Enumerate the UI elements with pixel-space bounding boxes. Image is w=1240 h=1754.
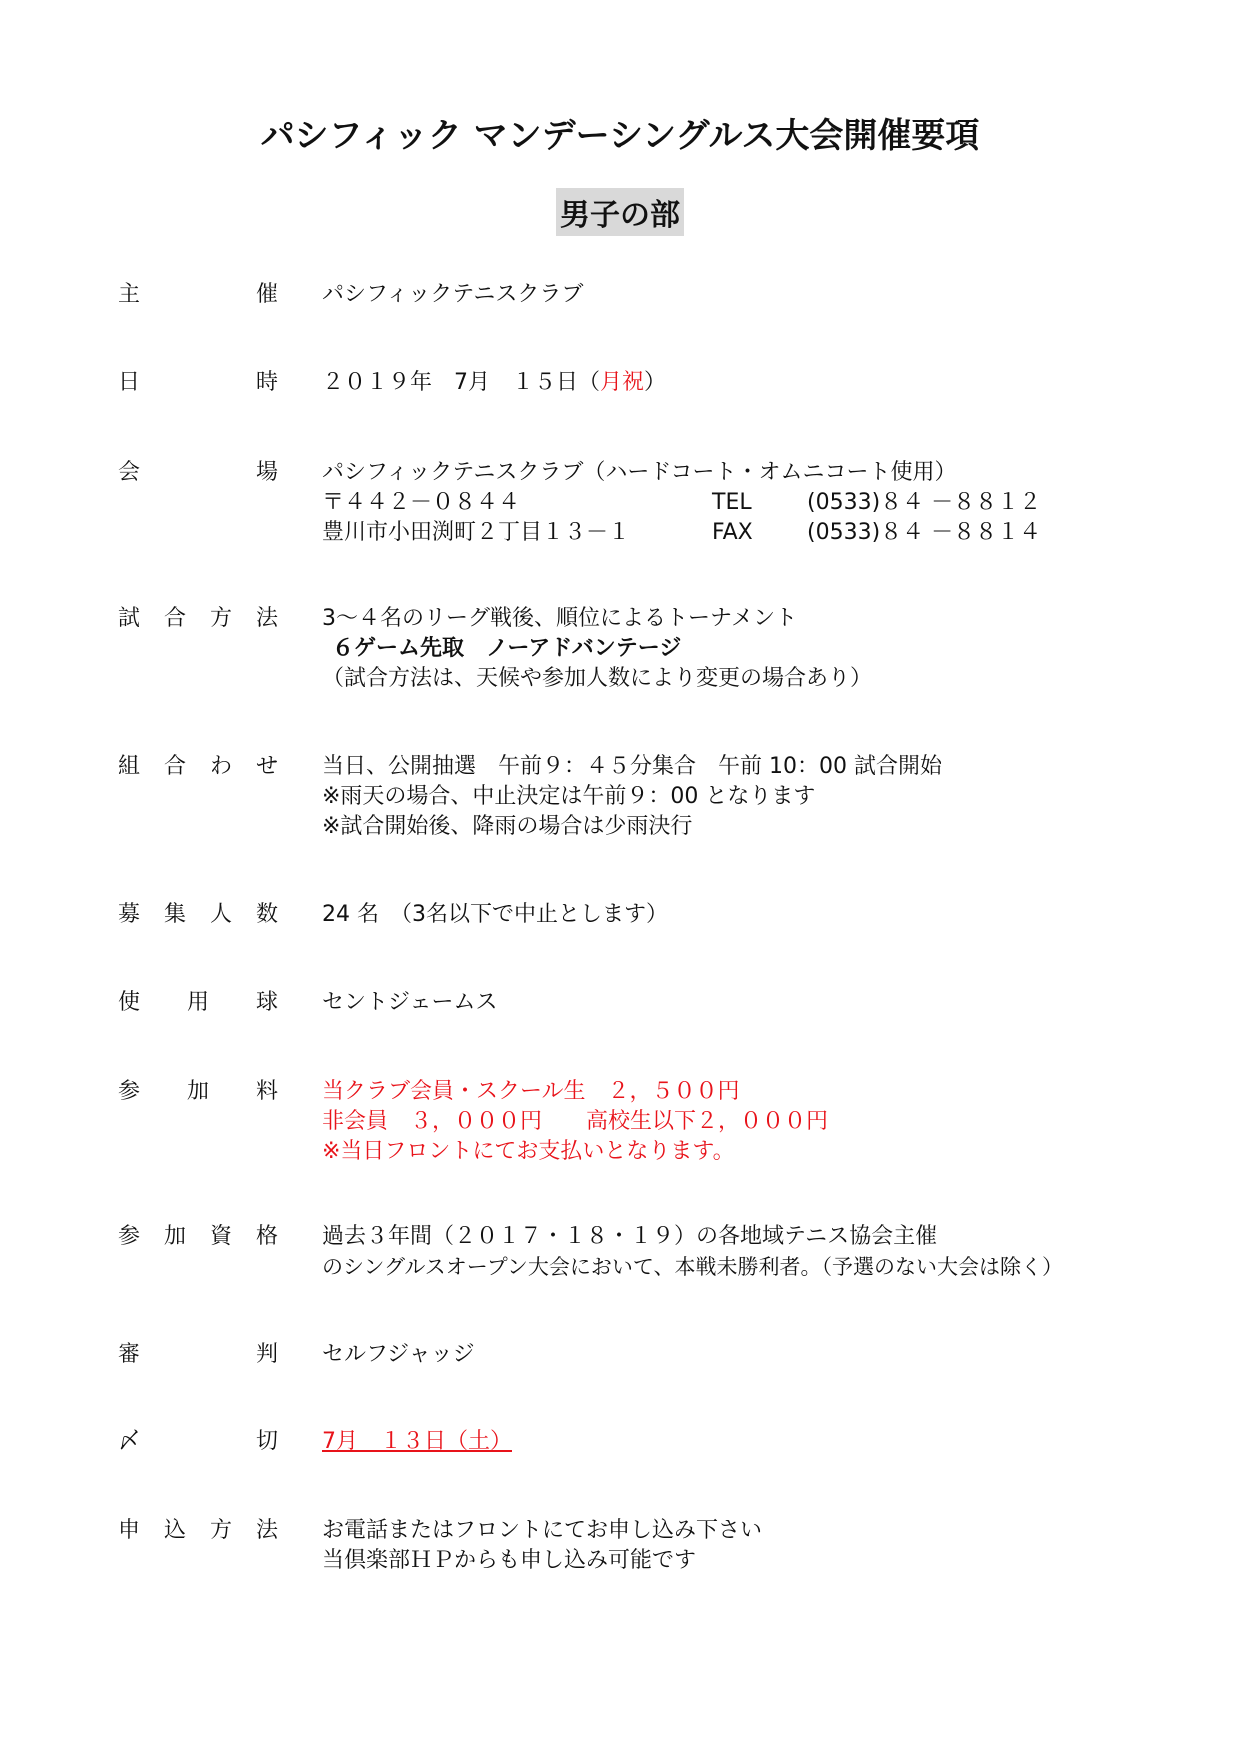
document-subtitle: 男子の部 — [556, 188, 684, 236]
tel-label: TEL — [712, 490, 752, 515]
label-venue: 会 場 — [118, 460, 278, 485]
fax-label: FAX — [712, 520, 753, 545]
draw-line-3: ※試合開始後、降雨の場合は少雨決行 — [322, 814, 693, 839]
label-deadline: 〆 切 — [118, 1429, 278, 1454]
application-line-2: 当倶楽部ＨＰからも申し込み可能です — [322, 1548, 697, 1573]
draw-line-2: ※雨天の場合、中止決定は午前９：00 となります — [322, 784, 816, 809]
value-draw — [322, 752, 1222, 842]
format-line-1: 3～４名のリーグ戦後、順位によるトーナメント — [322, 606, 798, 631]
value-referee: セルフジャッジ — [322, 1342, 475, 1367]
tel-number: (0533)８４ －８８１２ — [807, 490, 1042, 515]
venue-name: パシフィックテニスクラブ（ハードコート・オムニコート使用） — [322, 460, 957, 485]
fax-number: (0533)８４ －８８１４ — [807, 520, 1042, 545]
subtitle-container — [0, 188, 1240, 236]
eligibility-line-1: 過去３年間（２０１７・１８・１９）の各地域テニス協会主催 — [322, 1224, 938, 1249]
format-line-3: （試合方法は、天候や参加人数により変更の場合あり） — [322, 666, 873, 691]
document-title: パシフィック マンデーシングルス大会開催要項 — [260, 116, 980, 156]
venue-postal-tel — [322, 488, 1222, 518]
value-date: ２０１９年 7月 １５日（月祝） — [322, 370, 667, 395]
fee-line-3: ※当日フロントにてお支払いとなります。 — [322, 1139, 735, 1164]
label-referee: 審 判 — [118, 1342, 278, 1367]
value-organizer: パシフィックテニスクラブ — [322, 282, 584, 307]
label-format: 試 合 方 法 — [118, 606, 278, 631]
value-format — [322, 604, 1222, 694]
venue-postal: 〒４４２－０８４４ — [322, 490, 521, 515]
value-capacity: 24 名 （3名以下で中止とします） — [322, 902, 668, 927]
fee-line-2: 非会員 ３，０００円 高校生以下２，０００円 — [322, 1109, 829, 1134]
label-application: 申 込 方 法 — [118, 1518, 278, 1543]
draw-line-1: 当日、公開抽選 午前９：４５分集合 午前 10：00 試合開始 — [322, 754, 942, 779]
label-organizer: 主 催 — [118, 282, 278, 307]
value-deadline: 7月 １３日（土） — [322, 1429, 512, 1454]
label-draw: 組 合 わ せ — [118, 754, 278, 779]
application-line-1: お電話またはフロントにてお申し込み下さい — [322, 1518, 763, 1543]
value-ball: セントジェームス — [322, 990, 498, 1015]
value-eligibility — [322, 1222, 1222, 1282]
eligibility-line-2: のシングルスオープン大会において、本戦未勝利者。（予選のない大会は除く） — [322, 1255, 1063, 1279]
label-date: 日 時 — [118, 370, 278, 395]
label-eligibility: 参 加 資 格 — [118, 1224, 278, 1249]
fee-line-1: 当クラブ会員・スクール生 ２，５００円 — [322, 1079, 740, 1104]
venue-address: 豊川市小田渕町２丁目１３－１ — [322, 520, 631, 545]
value-application — [322, 1516, 1222, 1576]
venue-address-fax — [322, 518, 1222, 548]
label-fee: 参 加 料 — [118, 1079, 278, 1104]
value-fee — [322, 1077, 1222, 1167]
format-line-2: ６ゲーム先取 ノーアドバンテージ — [332, 636, 682, 661]
value-venue — [322, 458, 1222, 548]
label-ball: 使 用 球 — [118, 990, 278, 1015]
date-weekday-holiday: 月祝 — [600, 370, 645, 395]
label-capacity: 募 集 人 数 — [118, 902, 278, 927]
